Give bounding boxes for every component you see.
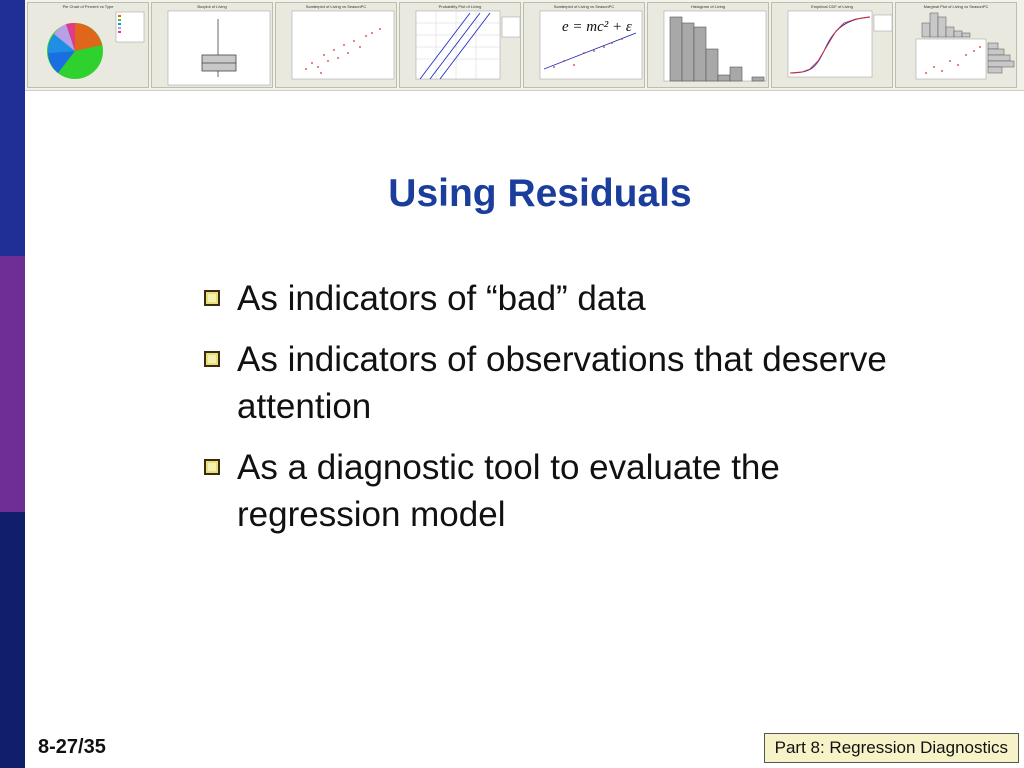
- square-bullet-icon: [204, 290, 220, 306]
- bullet-text: As indicators of “bad” data: [237, 279, 646, 318]
- thumbnail-title: Marginal Plot of Living vs SeasonPC: [923, 4, 989, 9]
- bullet-list: [200, 275, 920, 552]
- thumbnail-marginal-plot: [895, 2, 1017, 88]
- square-bullet-icon: [204, 351, 220, 367]
- thumbnail-probability-plot: [399, 2, 521, 88]
- marginal-plot-graphic: [896, 3, 1017, 88]
- square-bullet-icon: [204, 459, 220, 475]
- thumbnail-title: Scatterplot of Living vs SeasonPC: [553, 4, 615, 9]
- thumbnail-title: Empirical CDF of Living: [811, 4, 853, 9]
- thumbnail-title: Probability Plot of Living: [438, 4, 482, 9]
- thumbnail-regression-scatter: [523, 2, 645, 88]
- empirical-cdf-graphic: [772, 3, 893, 88]
- slide-title: Using Residuals: [388, 172, 692, 215]
- probability-plot-graphic: [400, 3, 521, 88]
- side-bar-blue-segment: [0, 0, 25, 256]
- regression-scatter-graphic: [524, 3, 645, 88]
- pie-chart-graphic: [28, 3, 149, 88]
- thumbnail-title: Scatterplot of Living vs SeasonPC: [305, 4, 367, 9]
- histogram-graphic: [648, 3, 769, 88]
- bullet-item: [200, 336, 920, 430]
- thumbnail-boxplot: [151, 2, 273, 88]
- thumbnail-title: Histogram of Living: [690, 4, 726, 9]
- thumbnail-scatterplot: [275, 2, 397, 88]
- boxplot-graphic: [152, 3, 273, 88]
- footer-section-label: Part 8: Regression Diagnostics: [764, 733, 1019, 763]
- side-bar-navy-segment: [0, 512, 25, 768]
- side-color-bar: [0, 0, 25, 768]
- thumbnail-pie-chart: [27, 2, 149, 88]
- slide-number: 8-27/35: [38, 736, 106, 758]
- chart-thumbnail-strip: [25, 0, 1024, 91]
- bullet-text: As indicators of observations that deserve attention: [237, 340, 887, 426]
- thumbnail-empirical-cdf: [771, 2, 893, 88]
- side-bar-purple-segment: [0, 256, 25, 512]
- thumbnail-title: Boxplot of Living: [197, 4, 227, 9]
- equation-label: e = mc² + ε: [562, 19, 632, 35]
- thumbnail-histogram: [647, 2, 769, 88]
- bullet-text: As a diagnostic tool to evaluate the regression model: [237, 448, 780, 534]
- bullet-item: [200, 444, 920, 538]
- thumbnail-title: Pie Chart of Percent vs Type: [62, 4, 114, 9]
- bullet-item: [200, 275, 920, 322]
- scatterplot-graphic: [276, 3, 397, 88]
